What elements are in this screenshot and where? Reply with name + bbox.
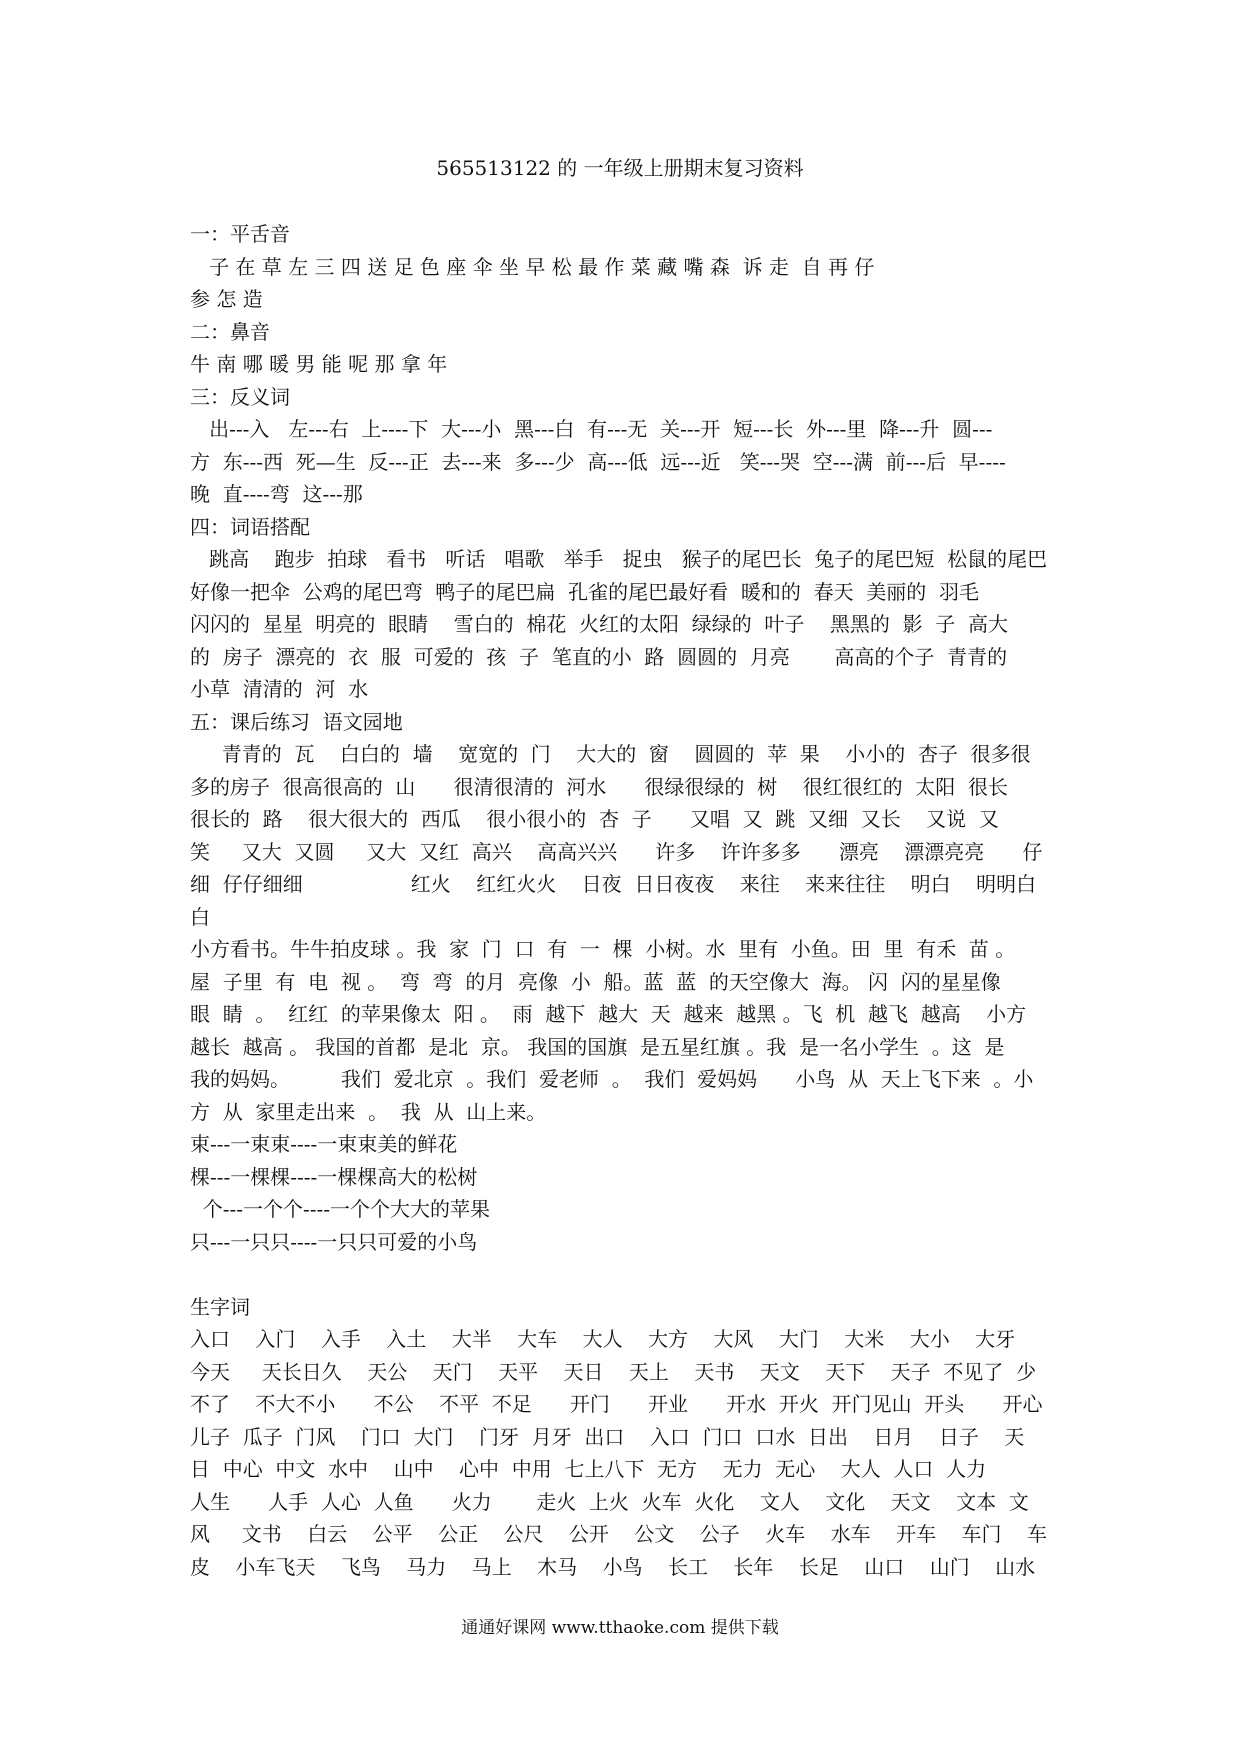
text-line: 风 文书 白云 公平 公正 公尺 公开 公文 公子 火车 水车 开车 车门 车 xyxy=(190,1522,1047,1546)
text-line: 皮 小车飞天 飞鸟 马力 马上 木马 小鸟 长工 长年 长足 山口 山门 山水 xyxy=(190,1554,1036,1579)
text-line: 晚 直----弯 这---那 xyxy=(190,482,363,506)
text-line: 三：反义词 xyxy=(190,384,290,409)
text-line: 小草 清清的 河 水 xyxy=(190,677,369,701)
text-line: 五：课后练习 语文园地 xyxy=(190,709,403,734)
text-line: 屋 子里 有 电 视 。 弯 弯 的月 亮像 小 船。蓝 蓝 的天空像大 海。 闪 闪的星星像 xyxy=(190,969,1001,994)
text-line: 多的房子 很高很高的 山 很清很清的 河水 很绿很绿的 树 很红很红的 太阳 很长 xyxy=(190,774,1009,799)
text-line: 人生 人手 人心 人鱼 火力 走火 上火 火车 火化 文人 文化 天文 文本 文 xyxy=(190,1489,1029,1514)
text-line: 入口 入门 入手 入土 大半 大车 大人 大方 大风 大门 大米 大小 大牙 xyxy=(190,1327,1016,1351)
text-line: 参 怎 造 xyxy=(190,287,263,311)
text-line: 儿子 瓜子 门风 门口 大门 门牙 月牙 出口 入口 门口 口水 日出 日月 日子 天 xyxy=(190,1424,1025,1449)
text-line: 束---一束束----一束束美的鲜花 xyxy=(190,1132,458,1156)
text-line: 闪闪的 星星 明亮的 眼睛 雪白的 棉花 火红的太阳 绿绿的 叶子 黑黑的 影 子 高大 xyxy=(190,612,1009,636)
text-line: 很长的 路 很大很大的 西瓜 很小很小的 杏 子 又唱 又 跳 又细 又长 又说 又 xyxy=(190,807,999,831)
text-line: 子 在 草 左 三 四 送 足 色 座 伞 坐 早 松 最 作 菜 藏 嘴 森 诉 走 自 再 仔 xyxy=(190,254,875,279)
text-line: 越长 越高 。 我国的首都 是北 京。 我国的国旗 是五星红旗 。我 是一名小学生 。这 是 xyxy=(190,1034,1005,1059)
text-line: 青青的 瓦 白白的 墙 宽宽的 门 大大的 窗 圆圆的 苹 果 小小的 杏子 很多很 xyxy=(190,742,1031,766)
text-line: 小方看书。牛牛拍皮球 。我 家 门 口 有 一 棵 小树。水 里有 小鱼。田 里 有禾 苗 。 xyxy=(190,937,1016,961)
text-line: 细 仔仔细细 红火 红红火火 日夜 日日夜夜 来往 来来往往 明白 明明白 xyxy=(190,872,1037,896)
page-footer: 通通好课网 www.tthaoke.com 提供下载 xyxy=(461,1618,779,1638)
text-line xyxy=(190,1258,1056,1291)
text-line: 白 xyxy=(190,904,210,929)
text-line: 的 房子 漂亮的 衣 服 可爱的 孩 子 笔直的小 路 圆圆的 月亮 高高的个子 青青的 xyxy=(190,644,1008,669)
text-line: 个---一个个----一个个大大的苹果 xyxy=(190,1197,491,1221)
text-line: 眼 睛 。 红红 的苹果像太 阳 。 雨 越下 越大 天 越来 越黑 。飞 机 越飞 越高 小方 xyxy=(190,1002,1027,1026)
text-line: 一：平舌音 xyxy=(190,222,290,246)
text-line: 方 从 家里走出来 。 我 从 山上来。 xyxy=(190,1099,547,1124)
text-line: 牛 南 哪 暖 男 能 呢 那 拿 年 xyxy=(190,352,448,376)
text-line: 棵---一棵棵----一棵棵高大的松树 xyxy=(190,1164,478,1189)
document-body xyxy=(190,218,1056,1583)
text-line: 日 中心 中文 水中 山中 心中 中用 七上八下 无方 无力 无心 大人 人口 人力 xyxy=(190,1457,987,1481)
text-line: 只---一只只----一只只可爱的小鸟 xyxy=(190,1229,478,1254)
text-line: 不了 不大不小 不公 不平 不足 开门 开业 开水 开火 开门见山 开头 开心 xyxy=(190,1392,1043,1416)
text-line: 笑 又大 又圆 又大 又红 高兴 高高兴兴 许多 许许多多 漂亮 漂漂亮亮 仔 xyxy=(190,839,1043,864)
text-line: 好像一把伞 公鸡的尾巴弯 鸭子的尾巴扁 孔雀的尾巴最好看 暖和的 春天 美丽的 羽毛 xyxy=(190,579,980,604)
text-line: 方 东---西 死—生 反---正 去---来 多---少 高---低 远---近 笑---哭 空---满 前---后 早---- xyxy=(190,449,1006,474)
text-line: 生字词 xyxy=(190,1294,250,1319)
text-line: 我的妈妈。 我们 爱北京 。我们 爱老师 。 我们 爱妈妈 小鸟 从 天上飞下来 。小 xyxy=(190,1067,1034,1091)
text-line: 二：鼻音 xyxy=(190,319,270,344)
text-line: 出---入 左---右 上----下 大---小 黑---白 有---无 关---开 短---长 外---里 降---升 圆--- xyxy=(190,417,993,441)
page-title: 565513122 的 一年级上册期末复习资料 xyxy=(436,156,804,180)
text-line: 四：词语搭配 xyxy=(190,514,310,539)
text-line: 今天 天长日久 天公 天门 天平 天日 天上 天书 天文 天下 天子 不见了 少 xyxy=(190,1359,1037,1384)
text-line: 跳高 跑步 拍球 看书 听话 唱歌 举手 捉虫 猴子的尾巴长 兔子的尾巴短 松鼠的尾巴 xyxy=(190,547,1048,571)
